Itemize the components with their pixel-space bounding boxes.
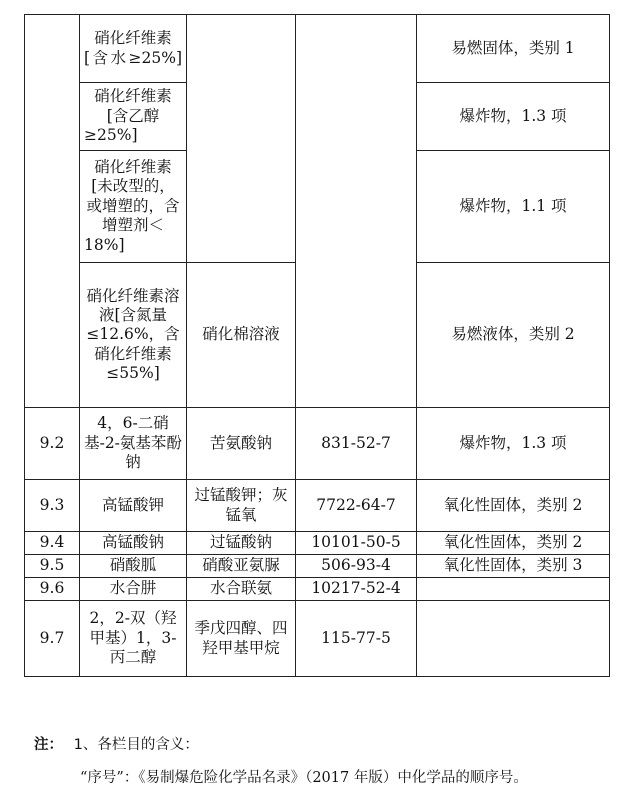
name-cell <box>80 480 187 532</box>
cas-number: 831-52-7 <box>321 433 391 452</box>
chemical-name: 4，6-二硝基-2-氨基苯酚钠 <box>84 414 182 472</box>
cas-cell <box>296 480 417 532</box>
hazard-class: 爆炸物，1.3 项 <box>459 433 567 452</box>
note-text: “序号”：《易制爆危险化学品名录》（2017 年版）中化学品的顺序号。 <box>80 770 528 786</box>
hazard-cell <box>417 480 610 532</box>
serial-number: 9.7 <box>39 628 65 647</box>
chemical-alias: 过锰酸钾；灰锰氧 <box>194 486 288 524</box>
alias-cell <box>187 263 296 408</box>
chemical-alias: 季戊四醇、四羟甲基甲烷 <box>194 619 288 657</box>
name-cell <box>80 532 187 555</box>
hazard-cell <box>417 555 610 578</box>
name-cell <box>80 263 187 408</box>
hazard-cell <box>417 83 610 151</box>
name-cell <box>80 15 187 83</box>
hazard-cell <box>417 408 610 480</box>
note-label: 注： <box>34 737 63 753</box>
hazard-cell <box>417 532 610 555</box>
cas-cell <box>296 601 417 677</box>
note-heading <box>34 733 199 754</box>
alias-cell <box>187 555 296 578</box>
hazard-cell <box>417 151 610 263</box>
chemical-name: 2，2-双（羟甲基）1，3-丙二醇 <box>89 609 177 667</box>
cas-number: 10217-52-4 <box>311 579 401 598</box>
table-row <box>25 15 610 83</box>
no-cell <box>25 601 80 677</box>
chemical-alias: 苦氨酸钠 <box>209 433 272 452</box>
name-cell <box>80 408 187 480</box>
name-cell <box>80 151 187 263</box>
alias-cell <box>187 601 296 677</box>
alias-cell <box>187 480 296 532</box>
name-cell <box>80 578 187 601</box>
serial-number: 9.4 <box>39 533 65 552</box>
serial-number: 9.3 <box>39 495 65 514</box>
serial-number: 9.6 <box>39 579 65 598</box>
cas-number: 7722-64-7 <box>316 495 396 514</box>
serial-number: 9.2 <box>39 433 65 452</box>
hazard-cell <box>417 263 610 408</box>
alias-cell <box>187 578 296 601</box>
name-cell <box>80 83 187 151</box>
table-row <box>25 480 610 532</box>
hazard-class: 爆炸物，1.1 项 <box>459 196 567 215</box>
no-cell <box>25 15 80 408</box>
alias-cell <box>187 408 296 480</box>
hazard-cell <box>417 15 610 83</box>
chemical-name: 硝化纤维素溶液[含氮量≤12.6%，含硝化纤维素≤55%] <box>86 286 180 383</box>
hazard-class: 氧化性固体，类别 2 <box>443 533 583 552</box>
chemical-name: 硝酸胍 <box>109 556 157 575</box>
table-row <box>25 578 610 601</box>
table-row <box>25 532 610 555</box>
chemical-name: 硝化纤维素[未改型的，或增塑的，含增塑剂＜18%] <box>84 158 180 254</box>
cas-number: 506-93-4 <box>321 556 391 575</box>
table-row <box>25 555 610 578</box>
chemical-table <box>24 14 610 677</box>
hazard-class: 氧化性固体，类别 2 <box>443 495 583 514</box>
chemical-alias: 硝化棉溶液 <box>202 325 280 344</box>
chemical-alias: 水合联氨 <box>209 579 272 598</box>
cas-cell <box>296 578 417 601</box>
alias-cell <box>187 15 296 263</box>
hazard-class: 氧化性固体，类别 3 <box>443 556 583 575</box>
hazard-cell <box>417 601 610 677</box>
chemical-alias: 过锰酸钠 <box>209 533 272 552</box>
no-cell <box>25 408 80 480</box>
cas-number: 10101-50-5 <box>311 533 401 552</box>
no-cell <box>25 578 80 601</box>
cas-cell <box>296 532 417 555</box>
chemical-name: 高锰酸钠 <box>101 533 164 552</box>
chemical-name: 硝化纤维素[含水≥25%] <box>84 29 182 67</box>
hazard-class: 易燃固体，类别 1 <box>451 38 575 57</box>
no-cell <box>25 555 80 578</box>
note-item: 1、各栏目的含义： <box>73 737 199 753</box>
serial-number: 9.5 <box>39 556 65 575</box>
table-row <box>25 408 610 480</box>
chemical-name: 水合肼 <box>109 579 157 598</box>
table-row <box>25 601 610 677</box>
alias-cell <box>187 532 296 555</box>
chemical-name: 硝化纤维素[含乙醇≥25%] <box>84 87 172 145</box>
hazard-class: 易燃液体，类别 2 <box>451 325 575 344</box>
no-cell <box>25 480 80 532</box>
name-cell <box>80 601 187 677</box>
cas-cell <box>296 15 417 408</box>
cas-number: 115-77-5 <box>321 628 391 647</box>
cas-cell <box>296 408 417 480</box>
chemical-name: 高锰酸钾 <box>101 495 164 514</box>
name-cell <box>80 555 187 578</box>
hazard-class: 爆炸物，1.3 项 <box>459 106 567 125</box>
chemical-alias: 硝酸亚氨脲 <box>202 556 280 575</box>
hazard-cell <box>417 578 610 601</box>
no-cell <box>25 532 80 555</box>
cas-cell <box>296 555 417 578</box>
